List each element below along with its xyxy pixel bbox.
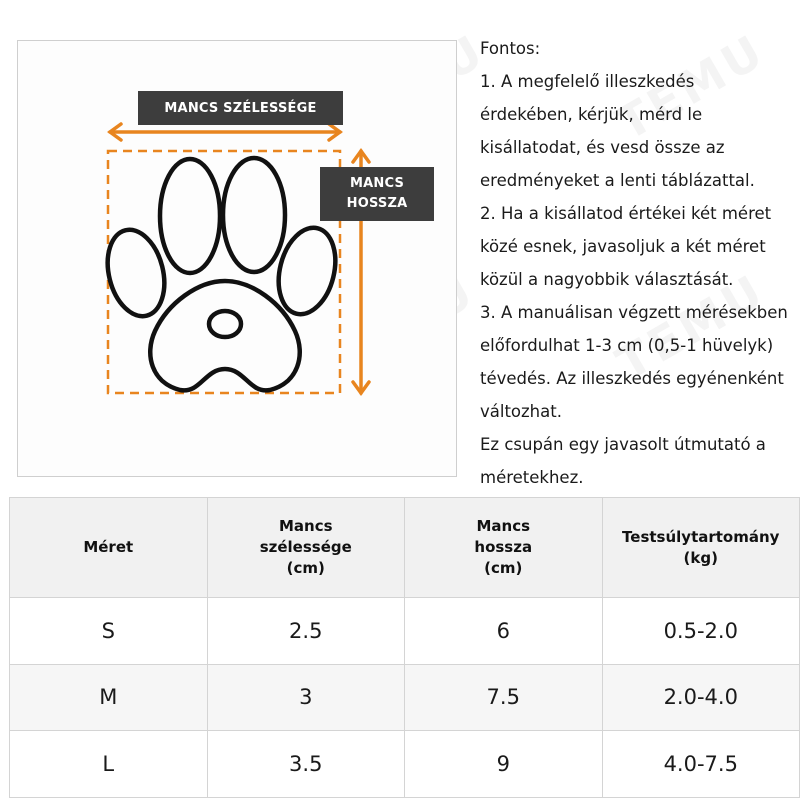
- notes-line: tévedés. Az illeszkedés egyénenként: [480, 369, 784, 388]
- cell-size: L: [10, 731, 208, 798]
- paw-print-icon: [99, 158, 344, 390]
- cell-paw-length: 9: [405, 731, 603, 798]
- table-row: [10, 731, 800, 798]
- table-row: [10, 598, 800, 665]
- paw-length-label-line2: HOSSZA: [346, 196, 408, 211]
- header-paw-length: Mancs hossza (cm): [405, 498, 603, 598]
- paw-length-label-line1: MANCS: [349, 176, 405, 191]
- cell-paw-width: 3.5: [207, 731, 405, 798]
- paw-width-label: MANCS SZÉLESSÉGE: [138, 91, 343, 125]
- header-weight-range: Testsúlytartomány (kg): [602, 498, 800, 598]
- notes-line: Ez csupán egy javasolt útmutató a: [480, 435, 766, 454]
- cell-size: S: [10, 598, 208, 665]
- notes-line: 2. Ha a kisállatod értékei két méret: [480, 204, 772, 223]
- cell-size: M: [10, 664, 208, 731]
- notes-line: 1. A megfelelő illeszkedés: [480, 72, 695, 91]
- cell-weight-range: 0.5-2.0: [602, 598, 800, 665]
- table-row: [10, 664, 800, 731]
- notes-line: érdekében, kérjük, mérd le: [480, 105, 703, 124]
- notes-line: Fontos:: [480, 39, 541, 58]
- measurement-box: [108, 151, 340, 393]
- header-paw-width: Mancs szélessége (cm): [207, 498, 405, 598]
- notes-line: közé esnek, javasoljuk a két méret: [480, 237, 766, 256]
- cell-paw-width: 3: [207, 664, 405, 731]
- cell-paw-length: 6: [405, 598, 603, 665]
- notes-line: eredményeket a lenti táblázattal.: [480, 171, 755, 190]
- table-header-row: [10, 498, 800, 598]
- notes-line: közül a nagyobbik választását.: [480, 270, 734, 289]
- notes-line: kisállatodat, és vesd össze az: [480, 138, 725, 157]
- size-chart-table: [9, 497, 800, 798]
- header-size: Méret: [10, 498, 208, 598]
- cell-paw-width: 2.5: [207, 598, 405, 665]
- notes-line: méretekhez.: [480, 468, 584, 487]
- notes-line: 3. A manuálisan végzett mérésekben: [480, 303, 788, 322]
- width-arrow: [110, 124, 340, 140]
- paw-diagram: [17, 40, 457, 477]
- cell-weight-range: 4.0-7.5: [602, 731, 800, 798]
- cell-weight-range: 2.0-4.0: [602, 664, 800, 731]
- cell-paw-length: 7.5: [405, 664, 603, 731]
- notes-line: változhat.: [480, 402, 562, 421]
- paw-length-label: [320, 167, 434, 221]
- notes-line: előfordulhat 1-3 cm (0,5-1 hüvelyk): [480, 336, 774, 355]
- important-notes: [480, 32, 800, 494]
